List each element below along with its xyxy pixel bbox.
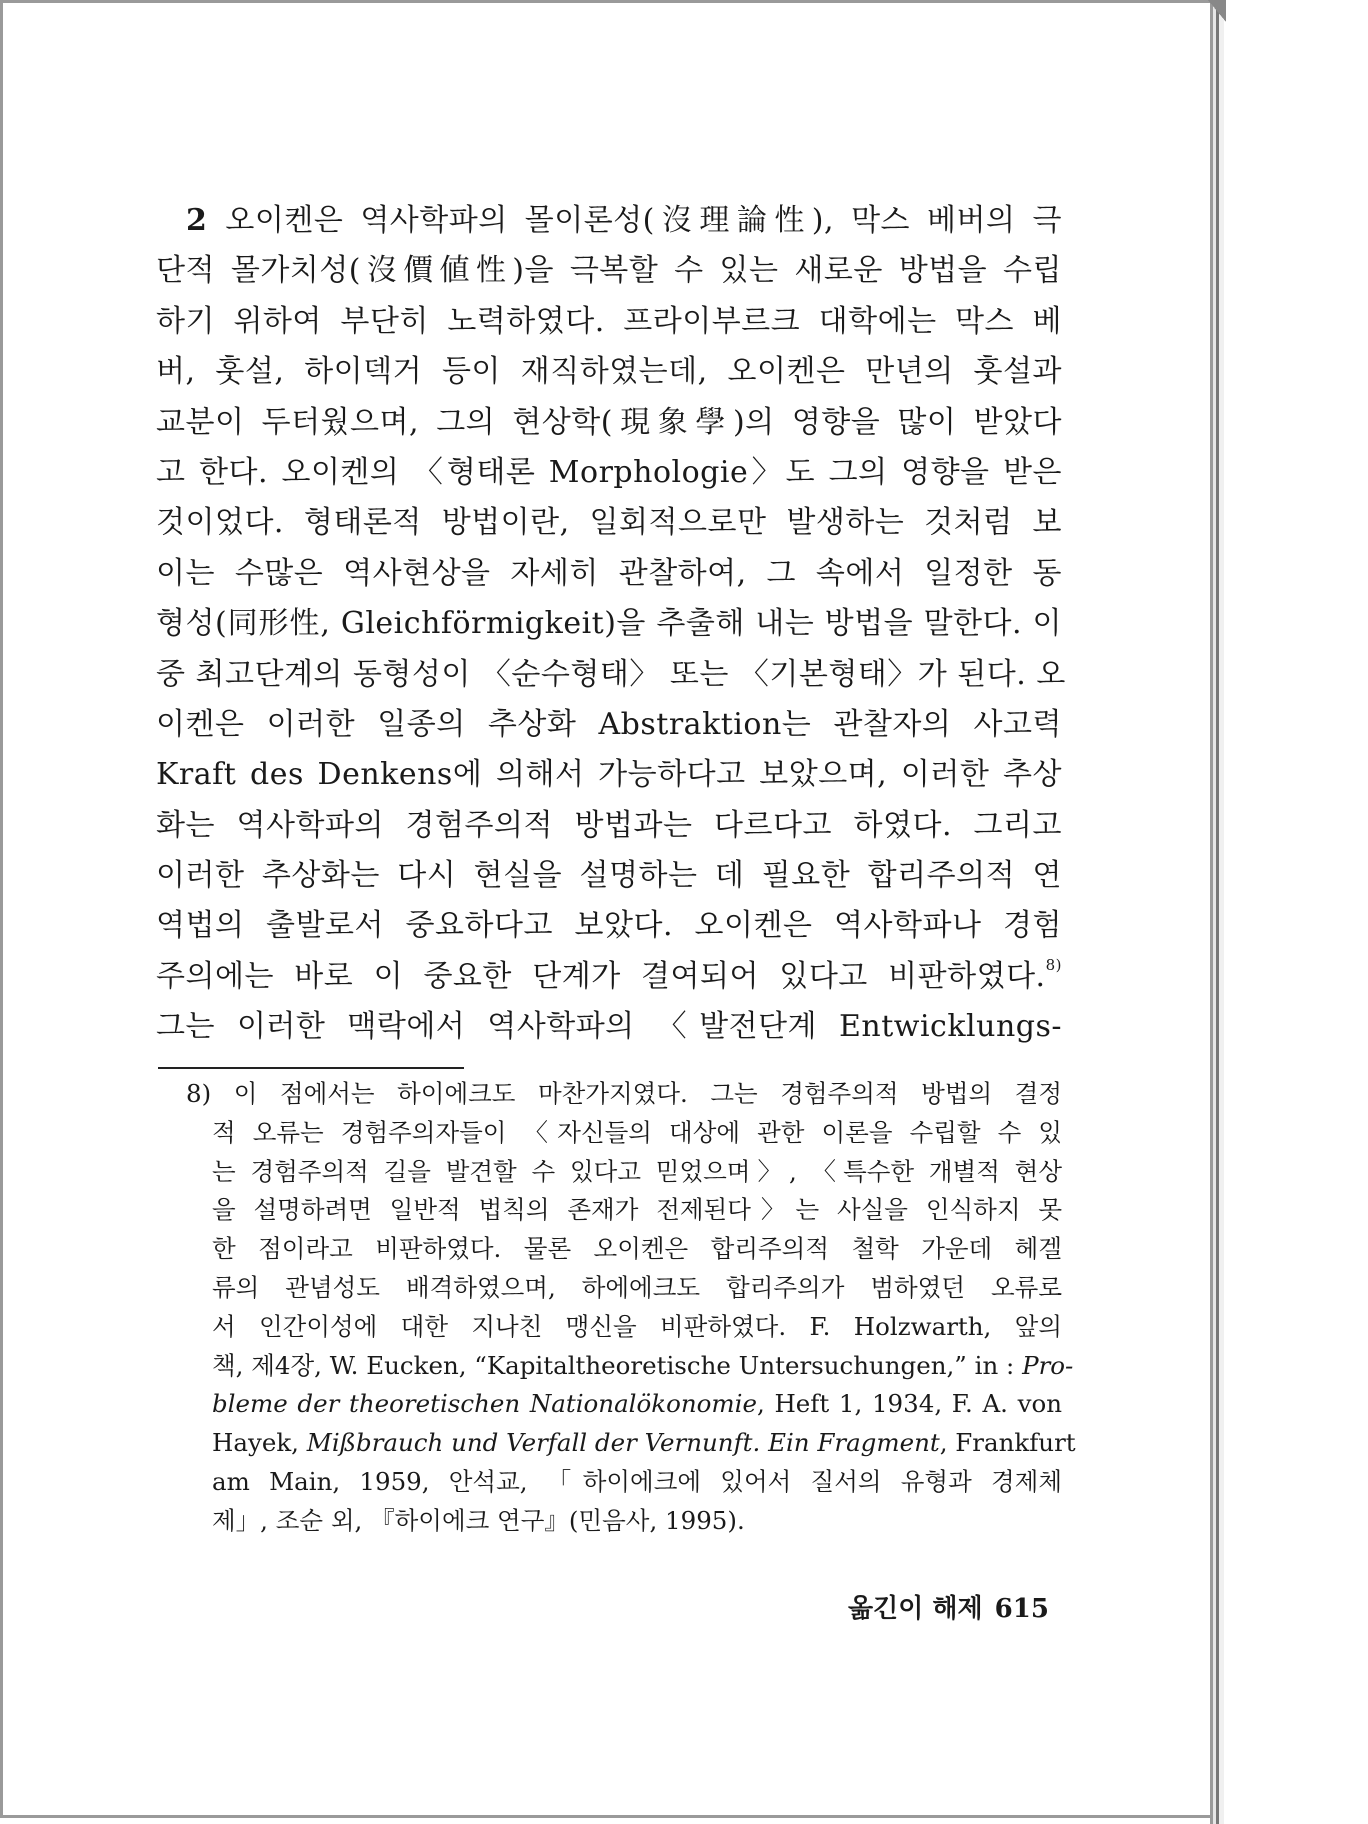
footnote-line: am Main, 1959, 안석교, 「하이에크에 있어서 질서의 유형과 경제체 xyxy=(212,1466,1062,1496)
footnote-line: bleme der theoretischen Nationalökonomie, Heft 1, 1934, F. A. von xyxy=(212,1389,1062,1419)
footnote-line: Hayek, Mißbrauch und Verfall der Vernunft. Ein Fragment, Frankfurt xyxy=(212,1428,1076,1458)
body-line: 그는 이러한 맥락에서 역사학파의 〈발전단계 Entwicklungs- xyxy=(156,1009,1062,1045)
body-line: 것이었다. 형태론적 방법이란, 일회적으로만 발생하는 것처럼 보 xyxy=(156,505,1062,541)
running-title: 옮긴이 해제 xyxy=(848,1594,983,1624)
body-line: 중 최고단계의 동형성이 〈순수형태〉 또는 〈기본형태〉가 된다. 오 xyxy=(156,656,1066,692)
footnote-line: 서 인간이성에 대한 지나친 맹신을 비판하였다. F. Holzwarth, 앞의 xyxy=(212,1311,1062,1341)
body-line: Kraft des Denkens에 의해서 가능하다고 보았으며, 이러한 추상 xyxy=(156,757,1062,793)
body-line: 역법의 출발로서 중요하다고 보았다. 오이켄은 역사학파나 경험 xyxy=(156,908,1062,944)
body-line: 고 한다. 오이켄의 〈형태론 Morphologie〉도 그의 영향을 받은 xyxy=(156,454,1062,490)
main-paragraph xyxy=(156,196,1066,1053)
footnote-reference: 8) xyxy=(1045,955,1062,974)
footnote-line: 한 점이라고 비판하였다. 물론 오이켄은 합리주의적 철학 가운데 헤겔 xyxy=(212,1234,1062,1264)
body-line: 이러한 추상화는 다시 현실을 설명하는 데 필요한 합리주의적 연 xyxy=(156,858,1062,894)
body-line: 단적 몰가치성(沒價値性)을 극복할 수 있는 새로운 방법을 수립 xyxy=(156,253,1062,289)
page-edge xyxy=(1210,0,1224,1824)
body-line: 교분이 두터웠으며, 그의 현상학(現象學)의 영향을 많이 받았다 xyxy=(156,404,1062,440)
footnote-line: 을 설명하려면 일반적 법칙의 존재가 전제된다〉는 사실을 인식하지 못 xyxy=(212,1195,1062,1225)
body-line: 버, 훗설, 하이덱거 등이 재직하였는데, 오이켄은 만년의 훗설과 xyxy=(156,354,1062,390)
body-line: 2 오이켄은 역사학파의 몰이론성(沒理論性), 막스 베버의 극 xyxy=(186,203,1062,238)
page-footer xyxy=(848,1588,1049,1625)
footnote-divider xyxy=(158,1067,464,1069)
body-line: 이는 수많은 역사현상을 자세히 관찰하여, 그 속에서 일정한 동 xyxy=(156,555,1062,591)
footnote-line: 는 경험주의적 길을 발견할 수 있다고 믿었으며〉, 〈특수한 개별적 현상 xyxy=(212,1156,1062,1186)
paragraph-number: 2 xyxy=(186,203,208,238)
body-line: 형성(同形性, Gleichförmigkeit)을 추출해 내는 방법을 말한다. 이 xyxy=(156,606,1062,642)
footnote-line: 류의 관념성도 배격하였으며, 하에에크도 합리주의가 범하였던 오류로 xyxy=(212,1272,1062,1302)
footnote-line: 제」, 조순 외, 『하이에크 연구』(민음사, 1995). xyxy=(212,1505,745,1535)
body-line: 이켄은 이러한 일종의 추상화 Abstraktion는 관찰자의 사고력 xyxy=(156,706,1062,742)
footnote-line: 적 오류는 경험주의자들이 〈자신들의 대상에 관한 이론을 수립할 수 있 xyxy=(212,1117,1062,1147)
footnote-line: 8) 이 점에서는 하이에크도 마찬가지였다. 그는 경험주의적 방법의 결정 xyxy=(186,1079,1062,1108)
body-line: 주의에는 바로 이 중요한 단계가 결여되어 있다고 비판하였다.$^{8)}$ xyxy=(156,955,1062,994)
page-number: 615 xyxy=(994,1594,1049,1624)
footnote-line: 책, 제4장, W. Eucken, “Kapitaltheoretische Untersuchungen,” in : Pro- xyxy=(212,1350,1074,1380)
footnote xyxy=(156,1075,1076,1541)
body-line: 하기 위하여 부단히 노력하였다. 프라이부르크 대학에는 막스 베 xyxy=(156,303,1062,339)
body-line: 화는 역사학파의 경험주의적 방법과는 다르다고 하였다. 그리고 xyxy=(156,807,1062,843)
